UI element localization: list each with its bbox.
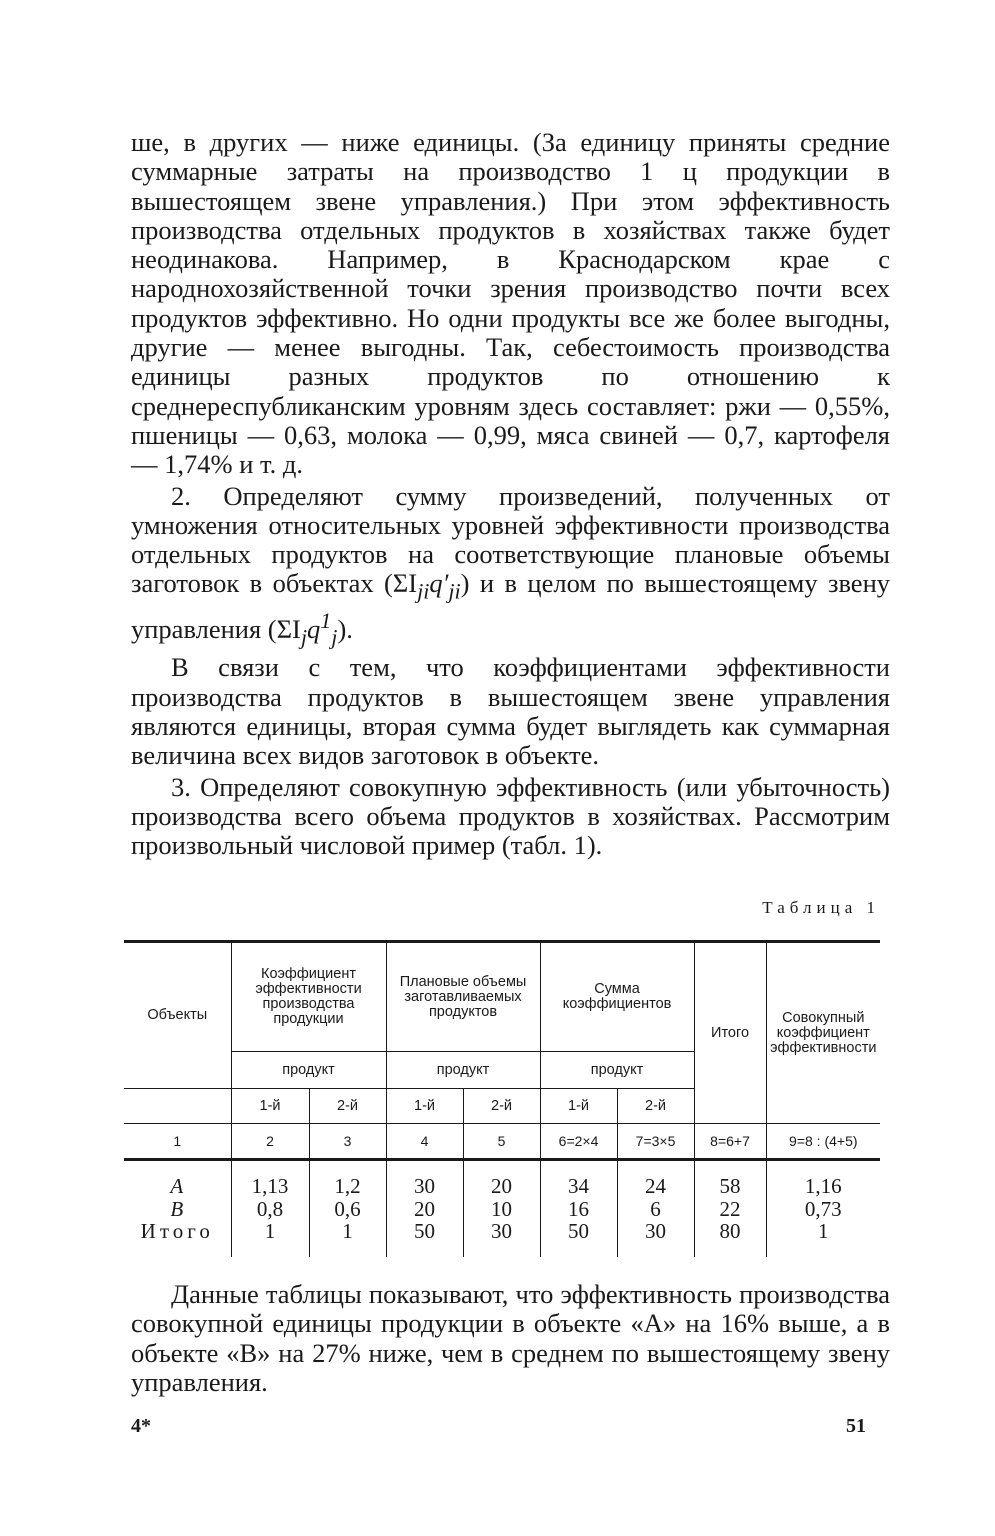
col-index: 1 <box>173 1132 182 1149</box>
header-p1: 1-й <box>540 1089 617 1124</box>
plan-1-cell <box>386 1160 463 1258</box>
cell-value: 6 <box>650 1196 661 1221</box>
formula-close: ) <box>460 568 470 599</box>
cell-value: 0,8 <box>256 1196 284 1221</box>
formula-close: ). <box>337 613 353 644</box>
formula-q: q′ <box>429 568 449 599</box>
header-plan: Плановые объемы заготавливаемых продуктов <box>386 942 540 1052</box>
object-label: В <box>170 1196 185 1221</box>
header-objects: Объекты <box>147 1007 208 1023</box>
cell-value: 22 <box>719 1196 741 1221</box>
signature-mark: 4* <box>131 1415 151 1437</box>
sum-1-cell <box>540 1160 617 1258</box>
cell-value: 50 <box>568 1219 590 1244</box>
col-index: 4 <box>386 1124 463 1160</box>
cell-value: 1 <box>342 1219 353 1244</box>
header-p1: 1-й <box>231 1089 309 1124</box>
formula-subscript: j <box>300 624 307 650</box>
formula-between: и в целом по вышестоящему звену управления <box>131 568 891 644</box>
col-index: 8=6+7 <box>694 1124 766 1160</box>
coef-1-cell <box>231 1160 309 1258</box>
cell-value: 1 <box>264 1219 276 1244</box>
formula-subscript: ji <box>448 578 461 604</box>
paragraph-conclusion: Данные таблицы показывают, что эффективность производства совокупной единицы продукции в объекте «А» на 16% выше, а в объекте «В» на 27% ниже, чем в среднем по вышестоящему звену управления. <box>131 1279 890 1397</box>
cell-value: 1,2 <box>334 1174 361 1199</box>
col-index: 2 <box>231 1124 309 1160</box>
table-caption: Таблица 1 <box>762 898 880 917</box>
cell-value: 24 <box>645 1174 667 1199</box>
after-table-text <box>131 1280 890 1397</box>
plan-2-cell <box>463 1160 540 1258</box>
sum-2-cell <box>617 1160 694 1258</box>
col-index: 3 <box>309 1124 386 1160</box>
formula-prefix: (ΣI <box>267 613 301 644</box>
cell-value: 80 <box>719 1219 741 1244</box>
header-sum: Сумма коэффициентов <box>540 942 694 1052</box>
header-p1: 1-й <box>386 1089 463 1124</box>
cell-value: 10 <box>491 1196 513 1221</box>
object-label: Итого <box>140 1219 214 1244</box>
formula-subscript: j <box>331 624 338 650</box>
paragraph-4: 3. Определяют совокупную эффективность (или убыточность) производства всего объема продуктов в хозяйствах. Рассмотрим произвольный числовой пример (табл. 1). <box>131 771 890 861</box>
cell-value: 1 <box>818 1219 829 1244</box>
paragraph-1: ше, в других — ниже единицы. (За единицу приняты средние суммарные затраты на производство 1 ц продукции в вышестоящем звене управления.) При этом эффективность производства отдельных продуктов в хозяйствах также будет неодинакова. Например, в Краснодарском крае с народнохозяйственной точки зрения производство почти всех продуктов эффективно. Но одни продукты все же более выгодны, другие — менее выгодны. Так, себестоимость производства единицы разных продуктов по отношению к среднереспубликанским уровням здесь составляет: ржи — 0,55%, пшеницы — 0,63, молока — 0,99, мяса свиней — 0,7, картофеля — 1,74% и т. д. <box>131 127 890 480</box>
paragraph-3: В связи с тем, что коэффициентами эффективности производства продуктов в вышестоящем звене управления являются единицы, вторая сумма будет выглядеть как суммарная величина всех видов заготовок в объекте. <box>131 652 890 771</box>
cell-value: 0,73 <box>804 1196 842 1221</box>
formula-subscript: ji <box>417 578 430 604</box>
cell-value: 1,16 <box>804 1174 842 1199</box>
body-text <box>131 128 890 861</box>
col-index: 6=2×4 <box>540 1124 617 1160</box>
col-index: 7=3×5 <box>617 1124 694 1160</box>
header-product: продукт <box>231 1052 386 1089</box>
col-index: 5 <box>463 1124 540 1160</box>
cell-value: 30 <box>491 1219 513 1244</box>
cell-value: 1,13 <box>251 1174 289 1199</box>
cell-value: 30 <box>414 1174 436 1199</box>
cell-value: 20 <box>414 1196 436 1221</box>
header-p2: 2-й <box>463 1089 540 1124</box>
page-number: 51 <box>846 1415 866 1437</box>
header-p2: 2-й <box>309 1089 386 1124</box>
header-product: продукт <box>540 1052 694 1089</box>
total-cell <box>694 1160 766 1258</box>
cell-value: 16 <box>568 1196 590 1221</box>
cell-value: 34 <box>568 1174 590 1199</box>
paragraph-2 <box>131 482 890 652</box>
header-agg: Совокупный коэффициент эффективности <box>766 942 880 1124</box>
cell-value: 50 <box>414 1219 436 1244</box>
coef-2-cell <box>309 1160 386 1258</box>
formula-superscript: 1 <box>320 608 332 634</box>
object-label: А <box>170 1174 185 1199</box>
paragraph-2-text: 2. Определяют сумму произведений, полученных от умножения относительных уровней эффективности производства отдельных продуктов на соответствующие плановые объемы заготовок в объектах (ΣI <box>131 480 890 599</box>
cell-value: 58 <box>719 1174 741 1199</box>
col-index: 9=8 : (4+5) <box>766 1124 880 1160</box>
agg-cell <box>766 1160 880 1258</box>
data-table <box>124 940 880 1257</box>
formula-q: q <box>307 613 321 644</box>
header-p2: 2-й <box>617 1089 694 1124</box>
cell-value: 30 <box>645 1219 667 1244</box>
cell-value: 0,6 <box>334 1196 361 1221</box>
objects-cell <box>124 1160 231 1258</box>
header-total: Итого <box>694 942 766 1124</box>
cell-value: 20 <box>491 1174 513 1199</box>
header-blank <box>124 1089 231 1124</box>
header-product: продукт <box>386 1052 540 1089</box>
header-coef: Коэффициент эффективности производства продукции <box>231 942 386 1052</box>
